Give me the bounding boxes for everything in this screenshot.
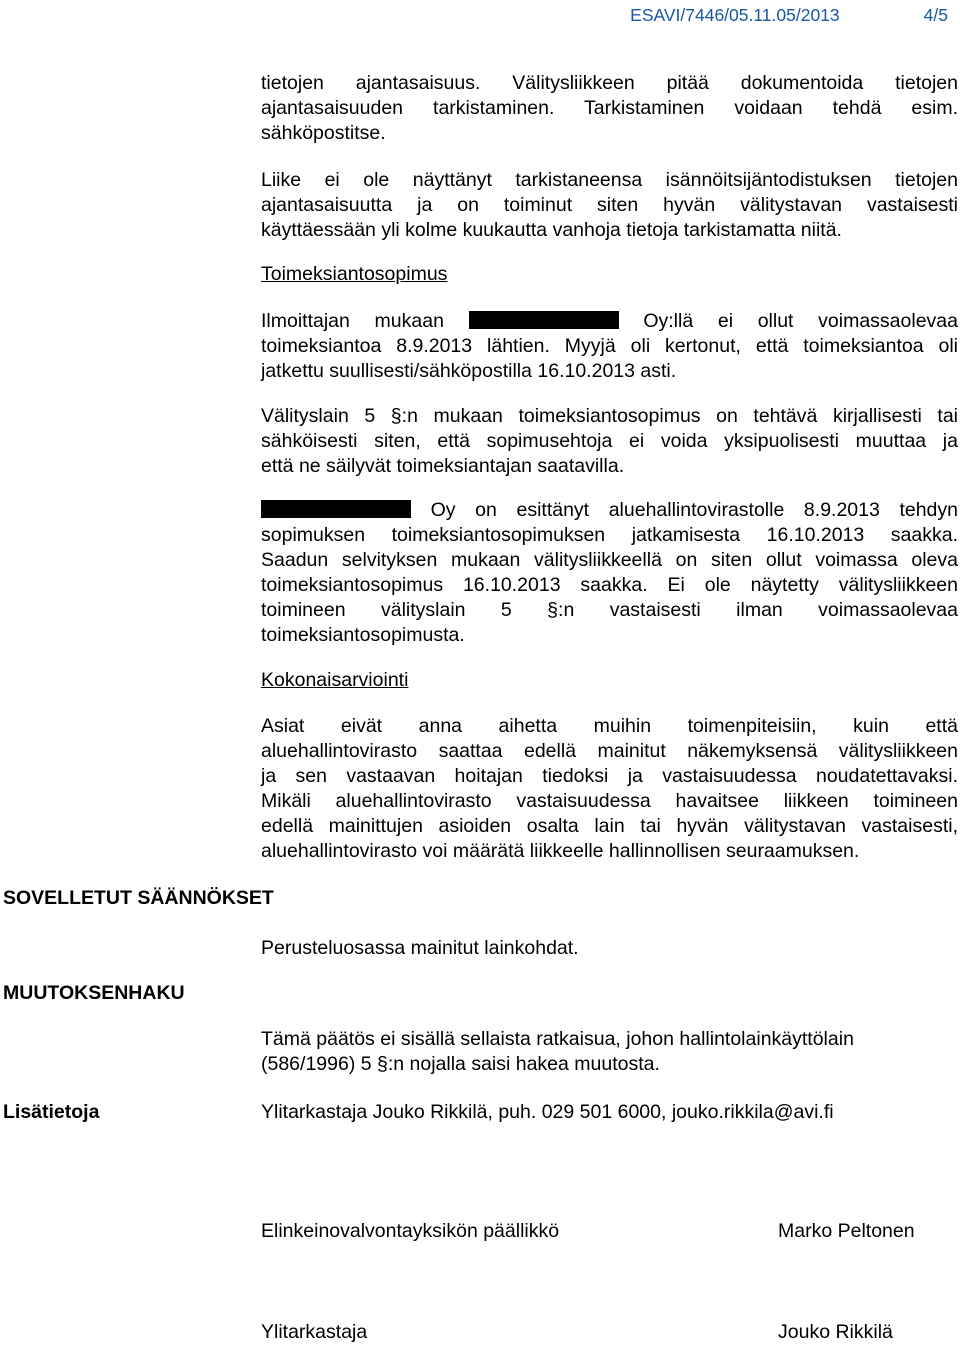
contact-info-text: Ylitarkastaja Jouko Rikkilä, puh. 029 501 6000, jouko.rikkila@avi.fi [261,1101,834,1123]
signature-name: Marko Peltonen [778,1220,915,1242]
paragraph-notifier [261,309,958,384]
text-line: toimeksiantoa 8.9.2013 lähtien. Myyjä oli kertonut, että toimeksiantoa oli [261,335,958,357]
text-line: Tämä päätös ei sisällä sellaista ratkaisua, johon hallintolainkäyttölain [261,1028,854,1050]
text-line: ajantasaisuuden tarkistaminen. Tarkistaminen voidaan tehdä esim. [261,97,958,119]
text-line: sähköpostitse. [261,122,386,144]
redaction-box [261,500,411,518]
text-line: tietojen ajantasaisuus. Välitysliikkeen pitää dokumentoida tietojen [261,72,958,94]
text-line: jatkettu suullisesti/sähköpostilla 16.10.2013 asti. [261,360,677,382]
signature-title: Elinkeinovalvontayksikön päällikkö [261,1220,560,1242]
text-line: aluehallintovirasto saattaa edellä mainitut näkemyksensä välitysliikkeen [261,740,958,762]
paragraph-verification [261,71,958,146]
document-reference: ESAVI/7446/05.11.05/2013 [630,5,840,25]
text-line [261,309,958,334]
text-line: toimineen välityslain 5 §:n vastaisesti ilman voimassaolevaa [261,599,958,621]
section-title-further-info: Lisätietoja [3,1101,100,1123]
paragraph-law-requirement [261,404,958,479]
redaction-box [469,311,619,329]
section-title-appeal: MUUTOKSENHAKU [3,982,185,1004]
text-line: sähköisesti siten, että sopimusehtoja ei voida yksipuolisesti muuttaa ja [261,430,958,452]
text-line: Välityslain 5 §:n mukaan toimeksiantosopimus on tehtävä kirjallisesti tai [261,405,958,427]
text-line [261,498,958,523]
paragraph-finding [261,168,958,243]
applied-provisions-text: Perusteluosassa mainitut lainkohdat. [261,937,579,959]
text-line: ajantasaisuutta ja on toiminut siten hyvän välitystavan vastaisesti [261,194,958,216]
page-number: 4/5 [923,5,948,25]
text-fragment: Oy:llä ei ollut voimassaolevaa [643,310,958,332]
text-line: aluehallintovirasto voi määrätä liikkeelle hallinnollisen seuraamuksen. [261,840,860,862]
text-line: Mikäli aluehallintovirasto vastaisuudessa havaitsee liikkeen toimineen [261,790,958,812]
text-fragment: Oy on esittänyt aluehallintovirastolle 8.9.2013 tehdyn [430,499,959,521]
section-title-applied-provisions: SOVELLETUT SÄÄNNÖKSET [3,887,274,909]
text-line: toimeksiantosopimus 16.10.2013 saakka. Ei ole näytetty välitysliikkeen [261,574,958,596]
page-header [630,4,960,26]
text-line: Saadun selvityksen mukaan välitysliikkeellä on siten ollut voimassa oleva [261,549,958,571]
text-fragment: Ilmoittajan mukaan [261,310,444,332]
signature-name: Jouko Rikkilä [778,1321,893,1343]
text-line: ja sen vastaavan hoitajan tiedoksi ja vastaisuudessa noudatettavaksi. [261,765,958,787]
paragraph-assessment [261,714,958,864]
text-line: käyttäessään yli kolme kuukautta vanhoja tietoja tarkistamatta niitä. [261,219,842,241]
text-line: edellä mainittujen asioiden osalta lain tai hyvän välitystavan vastaisesti, [261,815,958,837]
text-line: Liike ei ole näyttänyt tarkistaneensa isännöitsijäntodistuksen tietojen [261,169,958,191]
paragraph-company-evidence [261,498,958,648]
appeal-text [261,1027,958,1077]
heading-assignment-contract: Toimeksiantosopimus [261,263,448,285]
text-line: toimeksiantosopimusta. [261,624,465,646]
text-line: (586/1996) 5 §:n nojalla saisi hakea muutosta. [261,1053,660,1075]
signature-title: Ylitarkastaja [261,1321,368,1343]
text-line: että ne säilyvät toimeksiantajan saatavilla. [261,455,625,477]
heading-overall-assessment: Kokonaisarviointi [261,669,409,691]
text-line: Asiat eivät anna aihetta muihin toimenpiteisiin, kuin että [261,715,958,737]
text-line: sopimuksen toimeksiantosopimuksen jatkamisesta 16.10.2013 saakka. [261,524,958,546]
